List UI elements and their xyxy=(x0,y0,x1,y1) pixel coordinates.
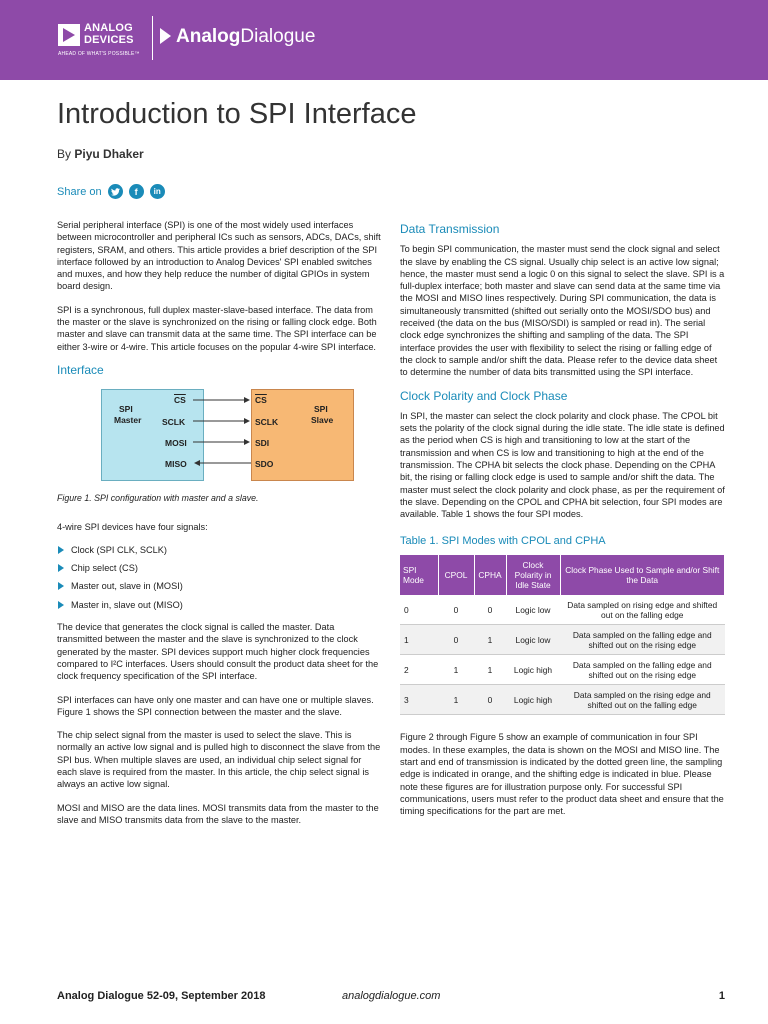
slave-label-line2: Slave xyxy=(311,415,334,426)
paragraph-clock-polarity: In SPI, the master can select the clock polarity and clock phase. The CPOL bit sets the polarity of the clock signal during the idle state. The idle state is defined as the period when CS is high and transitioning to low at the start of the transmission and when CS is low and transitioning to high at the end of the transmission. The CPHA bit selects the clock phase. Depending on the CPHA bit, the rising or falling clock edge is used to sample and/or shift the data. The master must select the clock polarity and clock phase, as per the requirement of the slave. Depending on the CPOL and CPHA bit selection, four SPI modes are available. Table 1 shows the four SPI modes. xyxy=(400,410,725,520)
twitter-icon[interactable] xyxy=(108,184,123,199)
table-cell: Data sampled on the falling edge and shifted out on the rising edge xyxy=(560,625,725,655)
th-clock-phase: Clock Phase Used to Sample and/or Shift the Data xyxy=(560,555,725,595)
heading-clock-polarity: Clock Polarity and Clock Phase xyxy=(400,388,568,403)
adi-tagline: AHEAD OF WHAT'S POSSIBLE™ xyxy=(58,51,140,57)
table-cell: 2 xyxy=(400,655,438,685)
paragraph-data-lines: MOSI and MISO are the data lines. MOSI transmits data from the master to the slave and MISO transmits data from the slave to the master. xyxy=(57,802,379,825)
table-cell: 1 xyxy=(438,685,474,715)
analog-dialogue-logo[interactable] xyxy=(160,26,315,50)
table-cell: 0 xyxy=(400,595,438,625)
th-clock-polarity: Clock Polarity in Idle State xyxy=(506,555,560,595)
adi-name xyxy=(84,22,134,46)
table-row xyxy=(400,685,725,715)
paragraph-master-clock: The device that generates the clock signal is called the master. Data transmitted between the master and the slave is synchronized to the clock generated by the master. SPI devices support much higher clock frequencies compared to I²C interfaces. Users should consult the product data sheet for the clock frequency specification of the SPI interface. xyxy=(57,622,379,682)
spi-signal-arrows xyxy=(57,384,382,486)
th-spi-mode: SPI Mode xyxy=(400,555,438,595)
analog-dialogue-mark-icon xyxy=(160,28,172,44)
table-header-row xyxy=(400,555,725,595)
page-header xyxy=(0,0,768,80)
table-cell: 0 xyxy=(474,685,506,715)
table-cell: Logic high xyxy=(506,655,560,685)
table-cell: Data sampled on rising edge and shifted out on the falling edge xyxy=(560,595,725,625)
footer-page-number: 1 xyxy=(718,990,725,1002)
table-cell: 1 xyxy=(474,625,506,655)
share-label: Share on xyxy=(57,185,102,198)
heading-interface: Interface xyxy=(57,362,104,377)
figure1-caption: Figure 1. SPI configuration with master and a slave. xyxy=(57,493,259,504)
table-cell: 0 xyxy=(474,595,506,625)
master-pin-cs: $\overline{CS}$ xyxy=(174,395,186,406)
paragraph-data-transmission: To begin SPI communication, the master must send the clock signal and select the slave by enabling the CS signal. Usually chip select is an active low signal; hence, the master must send a logic 0 on this signal to select the slave. SPI is a full-duplex interface; both master and slave can send data at the same time via the MOSI and MISO lines respectively. During SPI communication, the data is simultaneously transmitted (shifted out serially onto the MOSI/SDO bus) and received (the data on the bus (MISO/SDI) is sampled or read in). The serial clock edge synchronizes the shifting and sampling of the data. The SPI interface provides the user with flexibility to select the rising or falling edge of the clock to sample and/or shift the data. Please refer to the device data sheet to determine the number of data bits transmitted using the SPI interface. xyxy=(400,244,725,378)
table-cell: 3 xyxy=(400,685,438,715)
master-pin-sclk: SCLK xyxy=(162,417,186,428)
master-pin-miso: MISO xyxy=(165,459,187,470)
table-cell: 0 xyxy=(438,625,474,655)
ad-logo-rest: Dialogue xyxy=(240,26,316,47)
table1-title: Table 1. SPI Modes with CPOL and CPHA xyxy=(400,534,606,547)
table-row xyxy=(400,595,725,625)
footer-issue: Analog Dialogue 52-09, September 2018 xyxy=(57,990,266,1002)
th-cpha: CPHA xyxy=(474,555,506,595)
facebook-icon[interactable]: f xyxy=(129,184,144,199)
byline-prefix: By xyxy=(57,147,72,161)
heading-data-transmission: Data Transmission xyxy=(400,222,500,236)
analog-devices-triangle-icon xyxy=(58,24,80,46)
table-cell: Data sampled on the falling edge and shifted out on the rising edge xyxy=(560,655,725,685)
list-item: Chip select (CS) xyxy=(57,562,382,574)
analog-devices-logo[interactable] xyxy=(58,22,148,62)
paragraph-one-master: SPI interfaces can have only one master and can have one or multiple slaves. Figure 1 shows the SPI connection between the master and the slave. xyxy=(57,694,374,717)
right-column xyxy=(400,219,725,828)
adi-name-line1: ANALOG xyxy=(84,22,133,34)
slave-label-line1: SPI xyxy=(314,404,328,415)
slave-pin-cs: $\overline{CS}$ xyxy=(255,395,267,406)
article-title: Introduction to SPI Interface xyxy=(57,98,417,130)
master-pin-mosi: MOSI xyxy=(165,438,187,449)
paragraph-intro: Serial peripheral interface (SPI) is one of the most widely used interfaces between microcontroller and peripheral ICs such as sensors, ADCs, DACs, shift registers, SRAM, and others. This article provides a brief description of the SPI interface followed by an introduction to Analog Devices' SPI enabled switches and muxes, and how they help reduce the number of digital GPIOs in system board design. xyxy=(57,220,381,292)
table-cell: Logic low xyxy=(506,625,560,655)
ad-logo-bold: Analog xyxy=(176,26,241,47)
signal-list xyxy=(57,544,382,611)
slave-pin-sdo: SDO xyxy=(255,459,274,470)
table-cell: 1 xyxy=(438,655,474,685)
slave-pin-sclk: SCLK xyxy=(255,417,279,428)
table-cell: 0 xyxy=(438,595,474,625)
master-label-line2: Master xyxy=(114,415,142,426)
table-row xyxy=(400,625,725,655)
table-cell: Logic low xyxy=(506,595,560,625)
table-row xyxy=(400,655,725,685)
list-item: Master in, slave out (MISO) xyxy=(57,599,382,611)
table-cell: Logic high xyxy=(506,685,560,715)
table-cell: Data sampled on the rising edge and shifted out on the falling edge xyxy=(560,685,725,715)
paragraph-spi-overview: SPI is a synchronous, full duplex master-slave-based interface. The data from the master or the slave is synchronized on the rising or falling clock edge. Both master and slave can transmit data at the same time. The SPI interface can be either 3-wire or 4-wire. This article focuses on the popular 4-wire SPI interface. xyxy=(57,304,377,352)
slave-pin-sdi: SDI xyxy=(255,438,270,449)
table-cell: 1 xyxy=(400,625,438,655)
list-item: Clock (SPI CLK, SCLK) xyxy=(57,544,382,556)
master-label-line1: SPI xyxy=(119,404,133,415)
left-column xyxy=(57,219,382,837)
header-divider xyxy=(152,16,153,60)
spi-modes-table xyxy=(400,555,725,716)
footer-site-link[interactable]: analogdialogue.com xyxy=(342,990,441,1002)
paragraph-four-signals: 4-wire SPI devices have four signals: xyxy=(57,521,208,532)
share-bar xyxy=(57,184,165,199)
paragraph-figures-intro: Figure 2 through Figure 5 show an example of communication in four SPI modes. In these examples, the data is shown on the MOSI and MISO line. The start and end of transmission is indicated by the dotted green line, the sampling edge is indicated in orange, and the shifting edge is indicated in blue. Please note these figures are for illustration purpose only. For successful SPI communications, users must refer to the product data sheet and ensure that the timing specifications for the part are met. xyxy=(400,732,724,817)
list-item: Master out, slave in (MOSI) xyxy=(57,580,382,592)
th-cpol: CPOL xyxy=(438,555,474,595)
adi-name-line2: DEVICES xyxy=(84,34,134,46)
table-cell: 1 xyxy=(474,655,506,685)
linkedin-icon[interactable]: in xyxy=(150,184,165,199)
byline xyxy=(57,147,144,161)
paragraph-chip-select: The chip select signal from the master is used to select the slave. This is normally an active low signal and is pulled high to disconnect the slave from the SPI bus. When multiple slaves are used, an individual chip select signal for each slave is required from the master. In this article, the chip select signal is always an active low signal. xyxy=(57,730,381,790)
spi-diagram xyxy=(57,384,382,486)
author-name[interactable]: Piyu Dhaker xyxy=(74,147,144,161)
